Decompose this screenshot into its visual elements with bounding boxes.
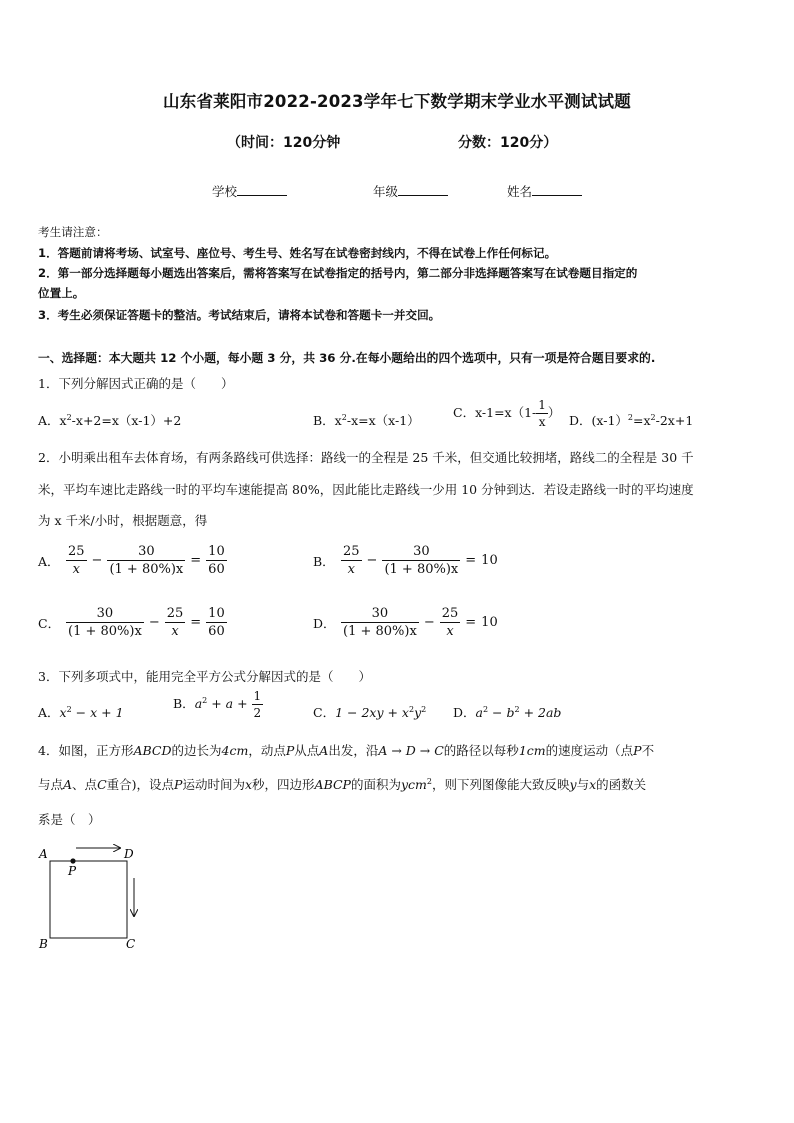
label-d: D xyxy=(124,847,134,861)
notice-item-2: 2．第一部分选择题每小题选出答案后，需将答案写在试卷指定的括号内，第二部分非选择题答案写在试卷题目指定的 xyxy=(38,266,638,280)
name-field xyxy=(507,182,582,200)
square-abcd xyxy=(50,861,127,938)
q1-option-c[interactable]: C．x-1=x（1- $\frac{1}{x}$ ） xyxy=(453,398,561,429)
section-heading: 一、选择题：本大题共 12 个小题，每小题 3 分，共 36 分.在每小题给出的四个选项中，只有一项是符合题目要求的. xyxy=(38,351,656,365)
q2-line-2: 米，平均车速比走路线一时的平均车速能提高 80%，因此能比走路线一少用 10 分钟到达．若设走路线一时的平均速度 xyxy=(38,482,694,497)
q1-option-b[interactable]: B．$x^2-x=x(x-1)$ xyxy=(313,412,420,428)
q2-line-1: 2．小明乘出租车去体育场，有两条路线可供选择：路线一的全程是 25 千米，但交通比较拥堵，路线二的全程是 30 千 xyxy=(38,450,694,465)
exam-score: 分数：120分） xyxy=(458,135,558,151)
notice-item-1: 1．答题前请将考场、试室号、座位号、考生号、姓名写在试卷密封线内，不得在试卷上作任何标记。 xyxy=(38,246,557,260)
label-b: B xyxy=(39,937,48,951)
q3-option-c[interactable]: C．$1 - 2xy + x^2y^2$ xyxy=(313,704,427,720)
point-p-dot xyxy=(70,858,75,863)
q1-option-a[interactable]: A．$x^2-x+2=x(x-1)+2$ xyxy=(38,412,182,428)
q2-line-3: 为 x 千米/小时，根据题意，得 xyxy=(38,513,208,528)
label-p: P xyxy=(68,864,77,878)
name-label: 姓名 xyxy=(507,184,533,199)
grade-label: 年级 xyxy=(373,184,399,199)
q3-option-a[interactable]: A．$x^2 - x + 1$ xyxy=(38,704,124,720)
q4-line-1: 4．如图，正方形ABCD的边长为4cm，动点P从点A出发，沿A → D → C的路径以每秒1cm的速度运动（点P不 xyxy=(38,743,655,758)
school-blank[interactable] xyxy=(237,184,287,196)
notice-item-2-cont: 位置上。 xyxy=(38,286,85,300)
grade-field xyxy=(373,182,448,200)
q4-line-2: 与点A、点C重合)，设点P运动时间为x秒，四边形ABCP的面积为ycm$^2$，则下列图像能大致反映y与x的函数关 xyxy=(38,776,647,792)
q2-option-b[interactable]: B． $\frac{25}{x}$ − $\frac{30}{(1 + 80\%)x}$ = 10 xyxy=(313,544,498,577)
label-a: A xyxy=(39,847,48,861)
school-field xyxy=(212,182,287,200)
grade-blank[interactable] xyxy=(398,184,448,196)
q1-stem: 1．下列分解因式正确的是（ ） xyxy=(38,376,234,391)
notice-item-3: 3．考生必须保证答题卡的整洁。考试结束后，请将本试卷和答题卡一并交回。 xyxy=(38,308,441,322)
q3-stem: 3．下列多项式中，能用完全平方公式分解因式的是（ ） xyxy=(38,669,371,684)
school-label: 学校 xyxy=(212,184,238,199)
q4-line-3: 系是（ ） xyxy=(38,812,101,827)
square-figure xyxy=(30,836,150,956)
notice-heading: 考生请注意： xyxy=(38,225,108,239)
name-blank[interactable] xyxy=(532,184,582,196)
q3-option-d[interactable]: D．$a^2 - b^2 + 2ab$ xyxy=(453,704,562,720)
q2-option-d[interactable]: D． $\frac{30}{(1 + 80\%)x}$ − $\frac{25}{x}$ = 10 xyxy=(313,606,498,639)
q2-option-c[interactable]: C． $\frac{30}{(1 + 80\%)x}$ − $\frac{25}{x}$ = $\frac{10}{60}$ xyxy=(38,606,225,639)
q2-option-a[interactable]: A． $\frac{25}{x}$ − $\frac{30}{(1 + 80\%)x}$ = $\frac{10}{60}$ xyxy=(38,544,225,577)
q1-option-d[interactable]: D．$(x-1)^2=x^2-2x+1$ xyxy=(569,412,694,428)
q3-option-b[interactable]: B．$a^2 + a$ + $\frac{1}{2}$ xyxy=(173,689,262,720)
page-title: 山东省莱阳市2022-2023学年七下数学期末学业水平测试试题 xyxy=(163,92,631,111)
exam-time: （时间：120分钟 xyxy=(227,135,341,151)
label-c: C xyxy=(126,937,136,951)
